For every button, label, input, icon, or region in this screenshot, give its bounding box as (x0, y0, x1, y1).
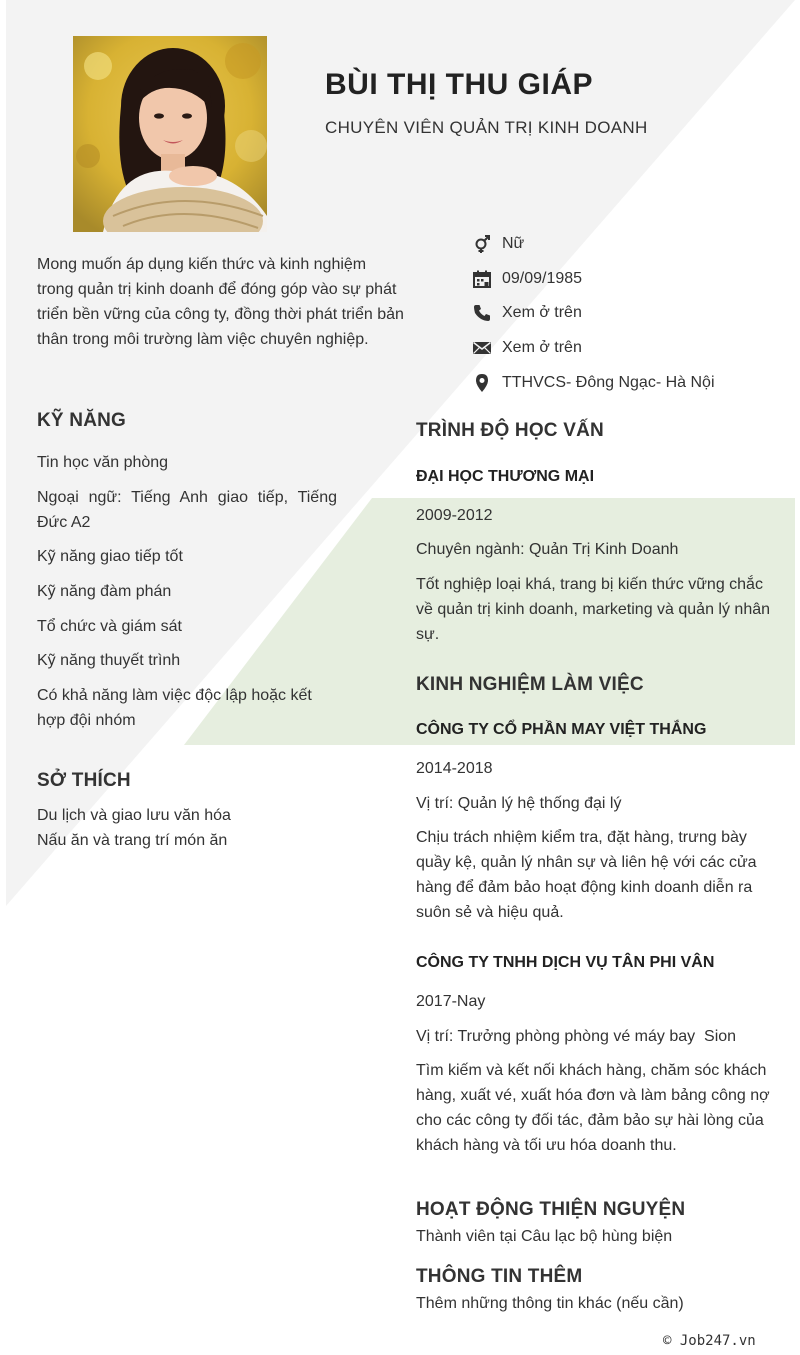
gender-value: Nữ (502, 235, 525, 252)
contact-address (472, 370, 715, 396)
skill-item: Tổ chức và giám sát (37, 618, 182, 635)
job-company: CÔNG TY TNHH DỊCH VỤ TÂN PHI VÂN (416, 954, 715, 971)
copyright-footer: © Job247.vn (663, 1333, 756, 1349)
education-major: Chuyên ngành: Quản Trị Kinh Doanh (416, 541, 679, 558)
skill-item: Kỹ năng đàm phán (37, 583, 172, 600)
education-description: Tốt nghiệp loại khá, trang bị kiến thức vững chắc về quản trị kinh doanh, marketing và quản lý nhân sự. (416, 576, 771, 643)
education-period: 2009-2012 (416, 507, 493, 524)
email-value: Xem ở trên (502, 339, 582, 356)
job-period: 2014-2018 (416, 760, 493, 777)
hobby-item: Du lịch và giao lưu văn hóa (37, 807, 231, 824)
contact-gender (472, 231, 524, 257)
skill-item: Có khả năng làm việc độc lập hoặc kết hợp đội nhóm (37, 687, 312, 729)
hobby-item: Nấu ăn và trang trí món ăn (37, 832, 228, 849)
job-position: Vị trí: Trưởng phòng phòng vé máy bay Sion (416, 1028, 737, 1045)
address-value: TTHVCS- Đông Ngạc- Hà Nội (502, 374, 715, 391)
job-description: Tìm kiếm và kết nối khách hàng, chăm sóc khách hàng, xuất vé, xuất hóa đơn và làm bảng công nợ cho các công ty đối tác, đảm bảo sự hài lòng của khách hàng và tối ưu hóa doanh thu. (416, 1062, 770, 1154)
job-period: 2017-Nay (416, 993, 486, 1010)
experience-heading: KINH NGHIỆM LÀM VIỆC (416, 674, 644, 695)
birthday-value: 09/09/1985 (502, 270, 583, 287)
profile-photo (73, 36, 267, 232)
additional-heading: THÔNG TIN THÊM (416, 1266, 583, 1287)
volunteer-heading: HOẠT ĐỘNG THIỆN NGUYỆN (416, 1199, 686, 1220)
skill-item: Kỹ năng thuyết trình (37, 652, 181, 669)
contact-email (472, 335, 582, 361)
phone-value: Xem ở trên (502, 304, 582, 321)
calendar-icon (472, 269, 492, 289)
contact-phone (472, 300, 582, 326)
career-objective: Mong muốn áp dụng kiến thức và kinh nghiệm trong quản trị kinh doanh để đóng góp vào sự phát triển bền vững của công ty, đồng thời phát triển bản thân trong môi trường làm việc chuyên nghiệp. (37, 256, 404, 348)
email-icon (472, 338, 492, 358)
profile-photo-icon (73, 36, 267, 232)
job-position: Vị trí: Quản lý hệ thống đại lý (416, 795, 622, 812)
skills-heading: KỸ NĂNG (37, 410, 127, 431)
job-company: CÔNG TY CỔ PHẦN MAY VIỆT THẮNG (416, 721, 707, 738)
education-school: ĐẠI HỌC THƯƠNG MẠI (416, 468, 595, 485)
job-description: Chịu trách nhiệm kiểm tra, đặt hàng, trưng bày quầy kệ, quản lý nhân sự và liên hệ với các cửa hàng để đảm bảo hoạt động kinh doanh diễn ra suôn sẻ và hiệu quả. (416, 829, 757, 921)
job-title: CHUYÊN VIÊN QUẢN TRỊ KINH DOANH (325, 118, 648, 137)
volunteer-text: Thành viên tại Câu lạc bộ hùng biện (416, 1228, 673, 1245)
gender-icon (472, 234, 492, 254)
contact-birthday (472, 266, 582, 292)
phone-icon (472, 303, 492, 323)
skill-item: Ngoại ngữ: Tiếng Anh giao tiếp, Tiếng Đức A2 (37, 489, 337, 531)
skill-item: Kỹ năng giao tiếp tốt (37, 548, 183, 565)
location-pin-icon (472, 373, 492, 393)
additional-text: Thêm những thông tin khác (nếu cần) (416, 1295, 684, 1312)
education-heading: TRÌNH ĐỘ HỌC VẤN (416, 420, 604, 441)
skill-item: Tin học văn phòng (37, 454, 169, 471)
hobbies-heading: SỞ THÍCH (37, 770, 131, 791)
candidate-name: BÙI THỊ THU GIÁP (325, 68, 593, 101)
